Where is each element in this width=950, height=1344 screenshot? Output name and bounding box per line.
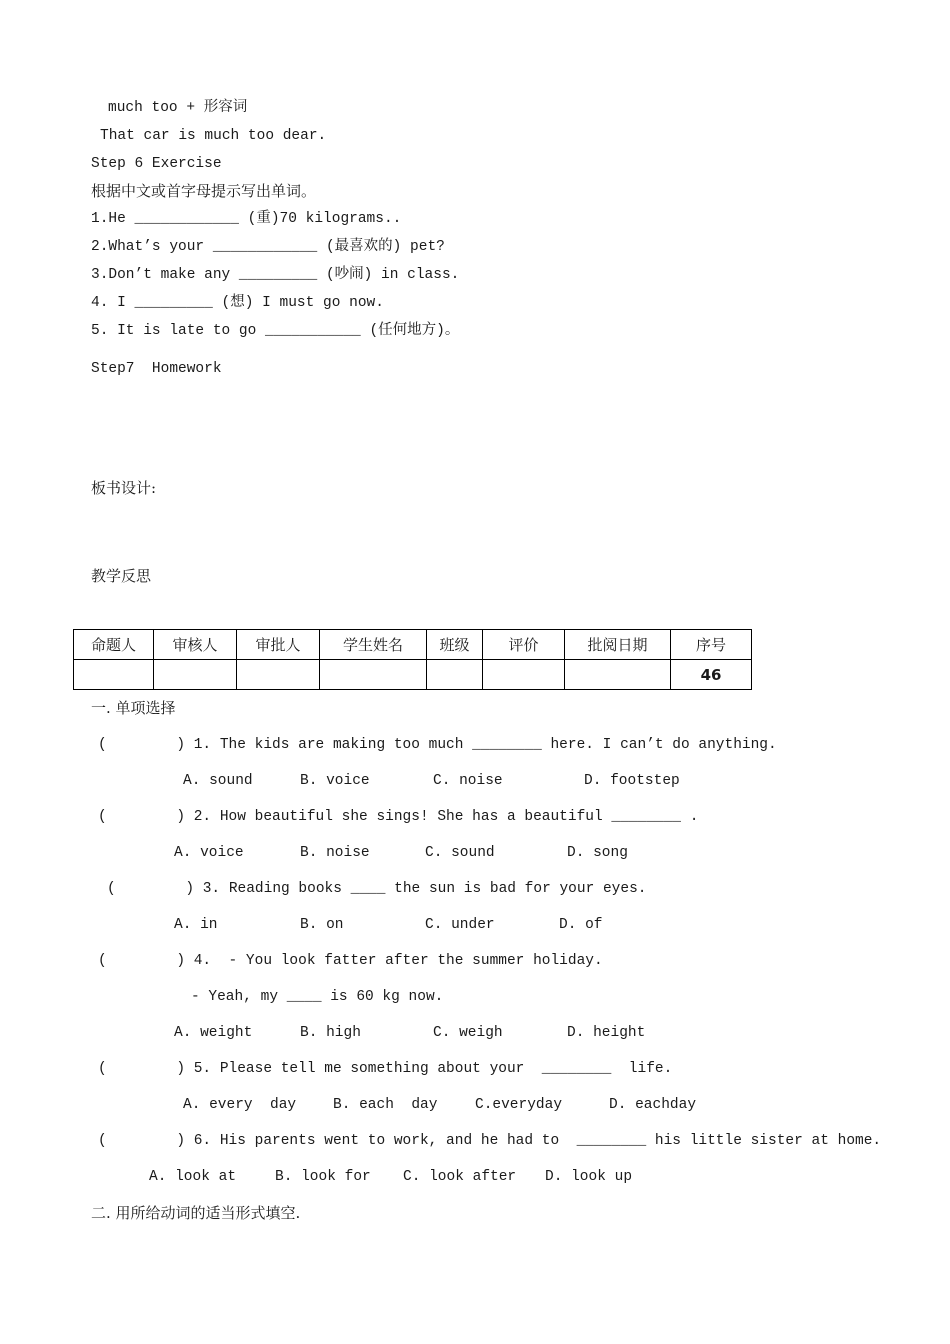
q1-option-a[interactable]: A. sound <box>183 773 253 789</box>
header-class: 班级 <box>427 630 483 660</box>
q4-option-a[interactable]: A. weight <box>174 1025 253 1041</box>
header-approver: 审批人 <box>237 630 320 660</box>
info-table-header-row <box>74 630 752 660</box>
question-4-reply: - Yeah, my ____ is 60 kg now. <box>191 989 444 1005</box>
q1-option-c[interactable]: C. noise <box>433 773 503 789</box>
exercise-3: 3.Don’t make any _________ (吵闹) in class. <box>91 267 460 283</box>
step6-title: Step 6 Exercise <box>91 156 222 172</box>
header-reviewer: 审核人 <box>154 630 237 660</box>
reflection-label: 教学反思 <box>91 567 152 585</box>
q1-option-b[interactable]: B. voice <box>300 773 370 789</box>
value-class[interactable] <box>427 660 483 690</box>
q4-option-d[interactable]: D. height <box>567 1025 646 1041</box>
grammar-rule: much too + 形容词 <box>108 100 248 116</box>
question-1-stem: ( ) 1. The kids are making too much ________ here. I can’t do anything. <box>98 737 777 753</box>
q1-option-d[interactable]: D. footstep <box>584 773 680 789</box>
q2-option-b[interactable]: B. noise <box>300 845 370 861</box>
q2-option-a[interactable]: A. voice <box>174 845 244 861</box>
q2-option-c[interactable]: C. sound <box>425 845 495 861</box>
step6-instruction: 根据中文或首字母提示写出单词。 <box>91 182 317 200</box>
question-5-stem: ( ) 5. Please tell me something about your ________ life. <box>98 1061 673 1077</box>
value-evaluation[interactable] <box>483 660 565 690</box>
header-student-name: 学生姓名 <box>320 630 427 660</box>
header-evaluation: 评价 <box>483 630 565 660</box>
question-3-stem: ( ) 3. Reading books ____ the sun is bad for your eyes. <box>107 881 647 897</box>
section2-title: 二. 用所给动词的适当形式填空. <box>91 1204 301 1222</box>
q6-option-a[interactable]: A. look at <box>149 1169 237 1185</box>
q5-option-d[interactable]: D. eachday <box>609 1097 697 1113</box>
q5-option-c[interactable]: C.everyday <box>475 1097 563 1113</box>
value-serial-number: 46 <box>671 660 752 690</box>
step7-title: Step7 Homework <box>91 361 222 377</box>
question-6-stem: ( ) 6. His parents went to work, and he had to ________ his little sister at home. <box>98 1133 882 1149</box>
question-2-stem: ( ) 2. How beautiful she sings! She has a beautiful ________ . <box>98 809 699 825</box>
q6-option-b[interactable]: B. look for <box>275 1169 371 1185</box>
exercise-1: 1.He ____________ (重)70 kilograms.. <box>91 211 402 227</box>
value-approver[interactable] <box>237 660 320 690</box>
q4-option-b[interactable]: B. high <box>300 1025 361 1041</box>
q3-option-d[interactable]: D. of <box>559 917 603 933</box>
q5-option-b[interactable]: B. each day <box>333 1097 438 1113</box>
header-review-date: 批阅日期 <box>565 630 671 660</box>
section1-title: 一. 单项选择 <box>91 699 176 717</box>
board-design-label: 板书设计: <box>91 479 157 497</box>
q3-option-c[interactable]: C. under <box>425 917 495 933</box>
q2-option-d[interactable]: D. song <box>567 845 628 861</box>
exercise-4: 4. I _________ (想) I must go now. <box>91 295 384 311</box>
value-reviewer[interactable] <box>154 660 237 690</box>
value-review-date[interactable] <box>565 660 671 690</box>
exercise-5: 5. It is late to go ___________ (任何地方)。 <box>91 323 460 339</box>
q4-option-c[interactable]: C. weigh <box>433 1025 503 1041</box>
q3-option-a[interactable]: A. in <box>174 917 218 933</box>
info-table-value-row <box>74 660 752 690</box>
q5-option-a[interactable]: A. every day <box>183 1097 297 1113</box>
q6-option-c[interactable]: C. look after <box>403 1169 517 1185</box>
q3-option-b[interactable]: B. on <box>300 917 344 933</box>
q6-option-d[interactable]: D. look up <box>545 1169 633 1185</box>
value-author[interactable] <box>74 660 154 690</box>
question-4-stem: ( ) 4. - You look fatter after the summer holiday. <box>98 953 603 969</box>
header-serial-number: 序号 <box>671 630 752 660</box>
info-table <box>73 629 752 690</box>
exercise-2: 2.What’s your ____________ (最喜欢的) pet? <box>91 239 445 255</box>
grammar-example: That car is much too dear. <box>100 128 327 144</box>
value-student-name[interactable] <box>320 660 427 690</box>
header-author: 命题人 <box>74 630 154 660</box>
